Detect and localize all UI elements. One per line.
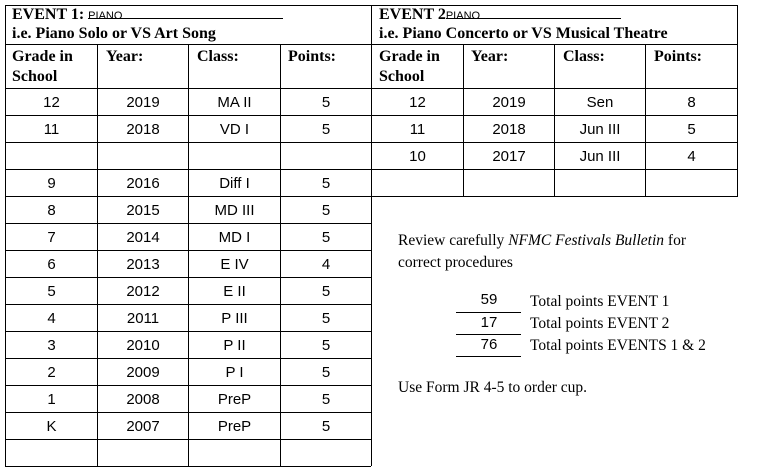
event1-header-points: Points: (288, 48, 336, 65)
event2-year-cell[interactable]: 2017 (492, 148, 526, 165)
event1-grade-cell[interactable]: 5 (47, 283, 56, 300)
event1-name-field[interactable]: PIANO (88, 10, 123, 22)
event1-points-cell[interactable]: 5 (321, 121, 331, 138)
total-events-value[interactable]: 76 (480, 336, 498, 353)
event2-points-cell[interactable] (646, 170, 737, 197)
event1-points-cell[interactable]: 5 (321, 337, 331, 354)
event2-grade-cell[interactable]: 11 (409, 121, 426, 138)
event2-grade-cell[interactable]: 12 (409, 94, 426, 111)
total-event1-label: Total points EVENT 1 (530, 293, 670, 310)
event1-class-cell[interactable]: P II (223, 337, 246, 354)
event1-points-cell[interactable]: 5 (321, 418, 331, 435)
event2-year-cell[interactable]: 2019 (492, 94, 526, 111)
event2-year-cell[interactable]: 2018 (492, 121, 526, 138)
review-note: Review carefully NFMC Festivals Bulletin for correct procedures (398, 232, 686, 271)
total-event2-label: Total points EVENT 2 (530, 315, 670, 332)
event1-year-cell[interactable]: 2007 (126, 418, 160, 435)
event1-class-cell[interactable]: P I (225, 364, 244, 381)
event1-points-cell[interactable]: 5 (321, 283, 331, 300)
event1-year-cell[interactable]: 2015 (126, 202, 160, 219)
event2-points-cell[interactable]: 4 (687, 148, 696, 165)
event1-class-cell[interactable]: PreP (217, 418, 252, 435)
event1-year-cell[interactable]: 2011 (126, 310, 160, 327)
event2-points-cell[interactable]: 5 (687, 121, 696, 138)
event2-class-cell[interactable]: Sen (586, 94, 614, 111)
event2-subtitle: i.e. Piano Concerto or VS Musical Theatre (379, 25, 668, 42)
event1-title: EVENT 1: PIANO (12, 6, 283, 24)
event2-year-cell[interactable] (464, 170, 554, 197)
event2-header-grade: Grade in School (379, 48, 440, 85)
event1-year-cell[interactable]: 2016 (126, 175, 160, 192)
event1-points-cell[interactable]: 5 (321, 391, 331, 408)
event1-points-cell[interactable]: 5 (321, 175, 331, 192)
event1-points-cell[interactable] (281, 143, 371, 170)
event1-class-cell[interactable]: E IV (220, 256, 249, 273)
event1-points-cell[interactable]: 5 (321, 310, 331, 327)
event1-grade-cell[interactable]: 8 (47, 202, 56, 219)
total-events-label: Total points EVENTS 1 & 2 (530, 337, 706, 354)
event1-class-cell[interactable]: Diff I (219, 175, 250, 192)
event1-grade-cell[interactable] (6, 143, 97, 170)
event1-class-cell[interactable]: P III (221, 310, 248, 327)
event1-subtitle: i.e. Piano Solo or VS Art Song (12, 25, 216, 42)
event1-year-cell[interactable]: 2018 (126, 121, 160, 138)
event1-class-cell[interactable]: MD III (214, 202, 255, 219)
event2-points-cell[interactable]: 8 (687, 94, 696, 111)
event1-grade-cell[interactable]: 3 (47, 337, 56, 354)
event1-points-cell[interactable]: 5 (321, 229, 331, 246)
event1-header-class: Class: (197, 48, 239, 65)
event1-points-cell[interactable]: 5 (321, 364, 331, 381)
event2-header-points: Points: (654, 48, 702, 65)
event1-year-cell[interactable]: 2009 (126, 364, 160, 381)
event1-class-cell[interactable]: VD I (219, 121, 250, 138)
event1-grade-cell[interactable]: 4 (47, 310, 56, 327)
event1-grade-cell[interactable]: 1 (47, 391, 56, 408)
event1-year-cell[interactable]: 2014 (126, 229, 160, 246)
event1-year-cell[interactable]: 2010 (126, 337, 160, 354)
event1-points-cell[interactable]: 5 (321, 94, 331, 111)
event2-class-cell[interactable]: Jun III (579, 148, 621, 165)
event1-class-cell[interactable]: PreP (217, 391, 252, 408)
event2-title: EVENT 2PIANO (379, 6, 621, 24)
event1-header-year: Year: (106, 48, 144, 65)
event2-grade-cell[interactable] (372, 170, 463, 197)
event1-grade-cell[interactable]: 7 (47, 229, 56, 246)
total-event1-value[interactable]: 59 (480, 291, 498, 308)
event1-year-cell[interactable] (98, 143, 188, 170)
event1-class-cell[interactable]: MD I (218, 229, 251, 246)
event2-header-class: Class: (563, 48, 605, 65)
event1-class-cell[interactable]: E II (223, 283, 246, 300)
event2-name-field[interactable]: PIANO (445, 10, 481, 22)
event1-grade-cell[interactable]: 11 (43, 121, 60, 138)
event1-class-cell[interactable]: MA II (217, 94, 252, 111)
event1-points-cell[interactable]: 5 (321, 202, 331, 219)
event1-year-cell[interactable]: 2012 (126, 283, 160, 300)
event2-class-cell[interactable] (555, 170, 645, 197)
event1-points-cell[interactable]: 4 (321, 256, 331, 273)
event2-class-cell[interactable]: Jun III (579, 121, 621, 138)
event1-grade-cell[interactable]: 12 (43, 94, 60, 111)
event2-header-year: Year: (471, 48, 509, 65)
form-note: Use Form JR 4-5 to order cup. (398, 379, 587, 396)
event1-year-cell[interactable]: 2019 (126, 94, 160, 111)
event1-grade-cell[interactable]: K (46, 418, 57, 435)
event1-class-cell[interactable] (189, 143, 280, 170)
event1-header-grade: Grade in School (12, 48, 73, 85)
event1-year-cell[interactable]: 2013 (126, 256, 160, 273)
event1-year-cell[interactable]: 2008 (126, 391, 160, 408)
bulletin-title: NFMC Festivals Bulletin (508, 232, 665, 249)
event1-grade-cell[interactable]: 2 (47, 364, 56, 381)
event2-grade-cell[interactable]: 10 (409, 148, 426, 165)
total-event2-value[interactable]: 17 (480, 314, 498, 331)
event1-grade-cell[interactable]: 6 (47, 256, 56, 273)
event1-grade-cell[interactable]: 9 (47, 175, 56, 192)
